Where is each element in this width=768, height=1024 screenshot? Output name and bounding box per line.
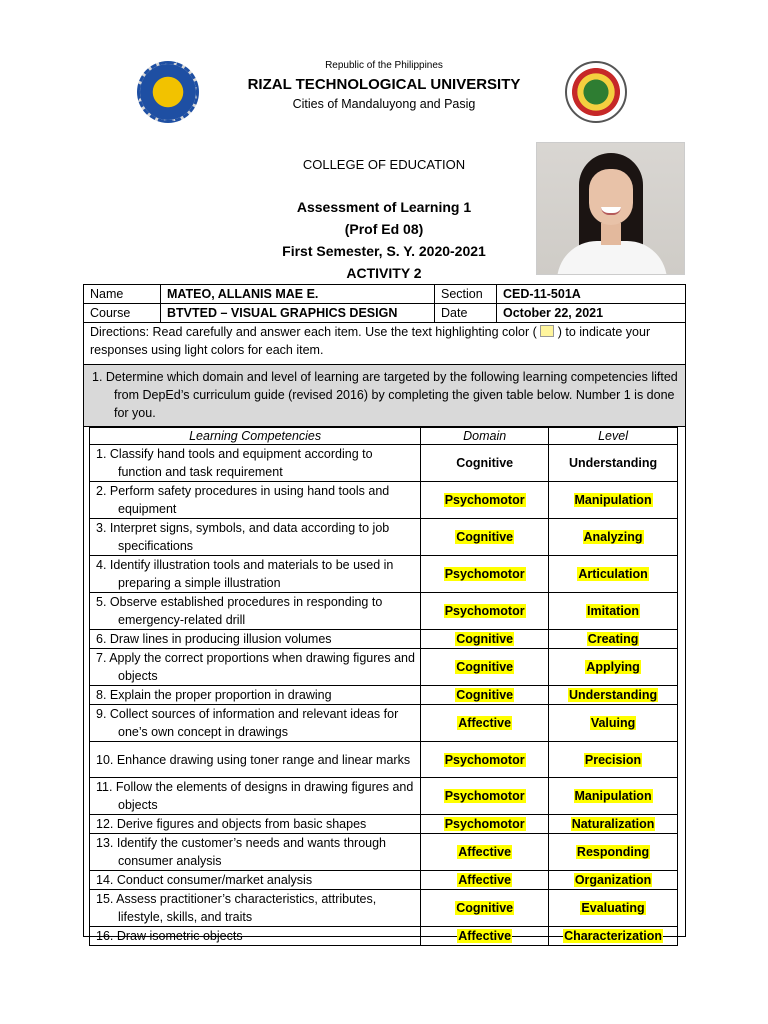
university-cities: Cities of Mandaluyong and Pasig	[292, 97, 476, 111]
level-cell	[549, 482, 678, 519]
competency-text: 3. Interpret signs, symbols, and data according to job specifications	[90, 519, 421, 556]
level-cell	[549, 742, 678, 778]
table-row	[90, 482, 678, 519]
level-cell	[549, 834, 678, 871]
domain-value: Cognitive	[456, 688, 514, 702]
name-label: Name	[84, 285, 161, 304]
level-cell	[549, 686, 678, 705]
level-value: Characterization	[564, 929, 663, 943]
domain-cell	[421, 556, 549, 593]
domain-cell	[421, 686, 549, 705]
domain-cell	[421, 742, 549, 778]
domain-cell	[421, 871, 549, 890]
domain-value: Cognitive	[456, 901, 514, 915]
competency-text: 15. Assess practitioner’s characteristics, attributes, lifestyle, skills, and traits	[90, 890, 421, 927]
header-domain: Domain	[421, 428, 549, 445]
competency-text: 14. Conduct consumer/market analysis	[90, 871, 421, 890]
level-cell	[549, 593, 678, 630]
domain-cell	[421, 593, 549, 630]
student-photo	[536, 142, 685, 275]
level-cell	[549, 890, 678, 927]
domain-cell	[421, 519, 549, 556]
level-cell	[549, 445, 678, 482]
domain-value: Psychomotor	[444, 789, 525, 803]
level-value: Precision	[584, 752, 642, 767]
domain-value: Cognitive	[456, 456, 514, 470]
activity-label: ACTIVITY 2	[346, 265, 422, 281]
republic-label: Republic of the Philippines	[325, 60, 443, 71]
domain-value: Cognitive	[456, 530, 514, 544]
table-row	[90, 815, 678, 834]
competency-text: 4. Identify illustration tools and materials to be used in preparing a simple illustration	[90, 556, 421, 593]
level-cell	[549, 556, 678, 593]
level-cell	[549, 815, 678, 834]
level-value: Imitation	[586, 604, 640, 618]
domain-cell	[421, 927, 549, 946]
table-row	[90, 705, 678, 742]
table-row	[90, 778, 678, 815]
student-info-table	[83, 284, 686, 323]
table-row	[90, 927, 678, 946]
competency-text: 16. Draw isometric objects	[90, 927, 421, 946]
section-value: CED-11-501A	[497, 285, 686, 304]
level-value: Responding	[576, 845, 650, 859]
competency-text: 1. Classify hand tools and equipment according to function and task requirement	[90, 445, 421, 482]
competency-text: 10. Enhance drawing using toner range and linear marks	[90, 742, 421, 778]
university-name: RIZAL TECHNOLOGICAL UNIVERSITY	[247, 76, 521, 93]
competency-text: 13. Identify the customer’s needs and wants through consumer analysis	[90, 834, 421, 871]
domain-value: Affective	[458, 929, 512, 943]
level-value: Manipulation	[574, 493, 652, 507]
competency-text: 12. Derive figures and objects from basic shapes	[90, 815, 421, 834]
level-value: Understanding	[568, 456, 658, 470]
competency-text: 9. Collect sources of information and relevant ideas for one’s own concept in drawings	[90, 705, 421, 742]
course-code: (Prof Ed 08)	[344, 221, 424, 237]
table-row	[90, 834, 678, 871]
competency-text: 2. Perform safety procedures in using hand tools and equipment	[90, 482, 421, 519]
domain-cell	[421, 630, 549, 649]
table-row	[90, 630, 678, 649]
date-value: October 22, 2021	[497, 304, 686, 323]
course-value: BTVTED – VISUAL GRAPHICS DESIGN	[161, 304, 435, 323]
table-row	[90, 519, 678, 556]
level-value: Analyzing	[583, 530, 643, 544]
level-cell	[549, 705, 678, 742]
level-value: Articulation	[578, 567, 648, 581]
domain-value: Affective	[458, 873, 512, 887]
domain-value: Cognitive	[456, 632, 514, 646]
directions-before: Directions: Read carefully and answer each item. Use the text highlighting color (	[90, 325, 537, 339]
competency-text: 7. Apply the correct proportions when drawing figures and objects	[90, 649, 421, 686]
table-row	[90, 593, 678, 630]
competency-text: 11. Follow the elements of designs in drawing figures and objects	[90, 778, 421, 815]
competency-text: 6. Draw lines in producing illusion volumes	[90, 630, 421, 649]
directions-text	[83, 322, 686, 365]
domain-value: Cognitive	[456, 660, 514, 674]
table-row	[90, 556, 678, 593]
level-cell	[549, 927, 678, 946]
domain-value: Psychomotor	[444, 752, 525, 767]
level-cell	[549, 871, 678, 890]
table-row	[90, 686, 678, 705]
level-value: Evaluating	[581, 901, 645, 915]
domain-cell	[421, 482, 549, 519]
domain-value: Psychomotor	[444, 817, 525, 831]
level-cell	[549, 778, 678, 815]
table-row	[90, 871, 678, 890]
level-value: Organization	[574, 873, 652, 887]
name-value: MATEO, ALLANIS MAE E.	[161, 285, 435, 304]
competencies-table	[89, 427, 678, 946]
domain-cell	[421, 834, 549, 871]
level-cell	[549, 630, 678, 649]
domain-cell	[421, 445, 549, 482]
level-value: Manipulation	[574, 789, 652, 803]
level-cell	[549, 519, 678, 556]
level-value: Valuing	[590, 716, 636, 730]
domain-cell	[421, 705, 549, 742]
domain-cell	[421, 815, 549, 834]
domain-value: Psychomotor	[444, 493, 525, 507]
domain-cell	[421, 649, 549, 686]
level-cell	[549, 649, 678, 686]
table-row	[90, 445, 678, 482]
table-row	[90, 742, 678, 778]
directions-after: ) to indicate your responses using light colors for each item.	[90, 325, 651, 357]
table-row	[90, 649, 678, 686]
section-label: Section	[435, 285, 497, 304]
highlighter-icon	[540, 325, 554, 337]
domain-value: Psychomotor	[444, 567, 525, 581]
domain-value: Psychomotor	[444, 604, 525, 618]
semester-line: First Semester, S. Y. 2020-2021	[282, 243, 486, 259]
domain-value: Affective	[458, 845, 512, 859]
competency-text: 8. Explain the proper proportion in drawing	[90, 686, 421, 705]
level-value: Understanding	[568, 688, 658, 702]
level-value: Naturalization	[571, 817, 655, 831]
table-row	[90, 890, 678, 927]
header-competencies: Learning Competencies	[90, 428, 421, 445]
date-label: Date	[435, 304, 497, 323]
question-1: 1. Determine which domain and level of learning are targeted by the following learning competencies lifted from DepEd’s curriculum guide (revised 2016) by completing the given table below. Number 1 is done for you.	[83, 365, 686, 427]
domain-value: Affective	[458, 716, 512, 730]
header-level: Level	[549, 428, 678, 445]
competency-text: 5. Observe established procedures in responding to emergency-related drill	[90, 593, 421, 630]
domain-cell	[421, 890, 549, 927]
level-value: Applying	[586, 660, 640, 674]
level-value: Creating	[587, 632, 639, 646]
course-label: Course	[84, 304, 161, 323]
domain-cell	[421, 778, 549, 815]
assessment-title: Assessment of Learning 1	[296, 199, 472, 215]
college-name: COLLEGE OF EDUCATION	[302, 157, 466, 172]
